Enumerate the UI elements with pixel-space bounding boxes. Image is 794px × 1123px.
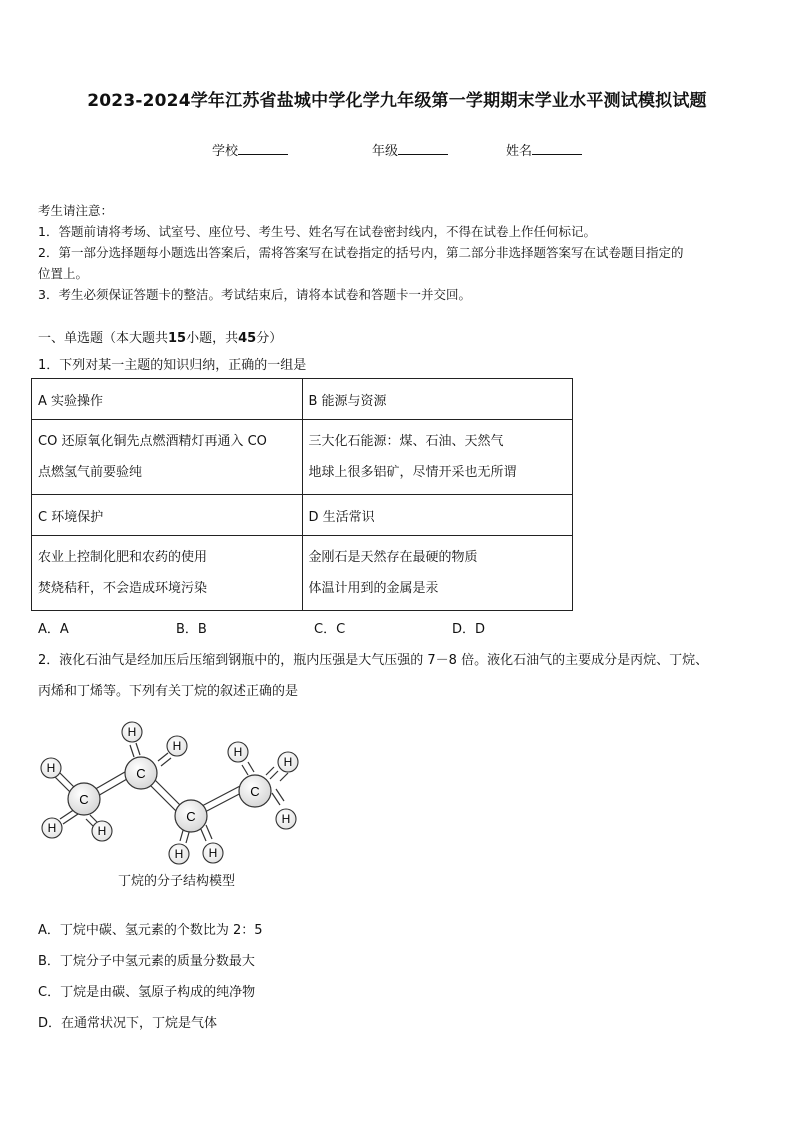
section-count: 15 (168, 331, 187, 346)
q2-option-c[interactable]: C．丁烷是由碳、氢原子构成的纯净物 (38, 985, 256, 1000)
cell-d-line-1: 金刚石是天然存在最硬的物质 (308, 550, 478, 565)
svg-text:H: H (97, 824, 107, 838)
grade-field[interactable] (372, 140, 448, 159)
cell-d-body (302, 536, 573, 611)
q1-option-b[interactable]: B．B (176, 622, 207, 637)
q1-option-d[interactable]: D．D (452, 622, 486, 637)
svg-text:H: H (233, 745, 243, 759)
butane-molecule-model (30, 715, 320, 870)
section-label: 一、单选题（本大题共 (38, 331, 169, 346)
note-item-3: 3．考生必须保证答题卡的整洁。考试结束后，请将本试卷和答题卡一并交回。 (38, 287, 471, 302)
hydrogen-atom (42, 818, 62, 838)
hydrogen-atom (167, 736, 187, 756)
section-end: 分） (256, 331, 283, 346)
school-label: 学校 (212, 144, 239, 159)
carbon-label: C (186, 809, 196, 824)
hydrogen-atom (122, 722, 142, 742)
grade-label: 年级 (372, 144, 399, 159)
svg-text:H: H (208, 846, 218, 860)
svg-text:H: H (283, 755, 293, 769)
q2-option-d[interactable]: D．在通常状况下，丁烷是气体 (38, 1016, 218, 1031)
cell-d-line-2: 体温计用到的金属是汞 (308, 581, 439, 596)
q2-stem-line-1: 2．液化石油气是经加压后压缩到钢瓶中的，瓶内压强是大气压强的 7－8 倍。液化石油气的主要成分是丙烷、丁烷、 (38, 653, 709, 668)
q1-option-c[interactable]: C．C (314, 622, 346, 637)
cell-b-body (302, 420, 573, 495)
page-title: 2023-2024学年江苏省盐城中学化学九年级第一学期期末学业水平测试模拟试题 (87, 91, 707, 111)
q1-knowledge-table (31, 378, 573, 611)
section-mid: 小题，共 (186, 331, 239, 346)
cell-a-body (32, 420, 303, 495)
hydrogen-atom (92, 821, 112, 841)
carbon-label: C (136, 766, 146, 781)
cell-b-head: B 能源与资源 (302, 379, 573, 420)
school-field[interactable] (212, 140, 288, 159)
q1-option-a[interactable]: A．A (38, 622, 69, 637)
carbon-label: C (250, 784, 260, 799)
carbon-label: C (79, 792, 89, 807)
q2-option-a[interactable]: A．丁烷中碳、氢元素的个数比为 2：5 (38, 923, 263, 938)
section-points: 45 (238, 331, 257, 346)
svg-text:H: H (172, 739, 182, 753)
cell-a-line-2: 点燃氢气前要验纯 (38, 465, 143, 480)
hydrogen-atom (278, 752, 298, 772)
cell-c-head: C 环境保护 (32, 495, 303, 536)
note-item-2: 2．第一部分选择题每小题选出答案后，需将答案写在试卷指定的括号内，第二部分非选择题答案写在试卷题目指定的 (38, 245, 684, 260)
cell-c-body (32, 536, 303, 611)
carbon-atom-3 (175, 800, 207, 832)
molecule-caption: 丁烷的分子结构模型 (118, 874, 236, 889)
carbon-atom-2 (125, 757, 157, 789)
notes-heading: 考生请注意： (38, 203, 114, 218)
cell-b-line-2: 地球上很多铝矿，尽情开采也无所谓 (308, 465, 517, 480)
hydrogen-atom (203, 843, 223, 863)
q2-stem-line-2: 丙烯和丁烯等。下列有关丁烷的叙述正确的是 (38, 684, 299, 699)
hydrogen-atom (41, 758, 61, 778)
svg-text:H: H (174, 847, 184, 861)
name-blank[interactable] (532, 142, 582, 155)
hydrogen-atom (228, 742, 248, 762)
name-field[interactable] (506, 140, 582, 159)
section-heading (38, 327, 282, 346)
grade-blank[interactable] (398, 142, 448, 155)
cell-a-line-1: CO 还原氧化铜先点燃酒精灯再通入 CO (38, 434, 267, 449)
note-item-1: 1．答题前请将考场、试室号、座位号、考生号、姓名写在试卷密封线内，不得在试卷上作任何标记。 (38, 224, 596, 239)
cell-b-line-1: 三大化石能源：煤、石油、天然气 (308, 434, 504, 449)
svg-text:H: H (47, 821, 57, 835)
hydrogen-atom (169, 844, 189, 864)
cell-a-head: A 实验操作 (32, 379, 303, 420)
note-item-2-cont: 位置上。 (38, 266, 89, 281)
cell-d-head: D 生活常识 (302, 495, 573, 536)
svg-text:H: H (127, 725, 137, 739)
carbon-atom-4 (239, 775, 271, 807)
hydrogen-atom (276, 809, 296, 829)
carbon-atom-1 (68, 783, 100, 815)
svg-text:H: H (46, 761, 56, 775)
cell-c-line-2: 焚烧秸秆，不会造成环境污染 (38, 581, 208, 596)
q2-option-b[interactable]: B．丁烷分子中氢元素的质量分数最大 (38, 954, 255, 969)
name-label: 姓名 (506, 144, 533, 159)
q1-stem: 1．下列对某一主题的知识归纳，正确的一组是 (38, 358, 307, 373)
svg-text:H: H (281, 812, 291, 826)
school-blank[interactable] (238, 142, 288, 155)
cell-c-line-1: 农业上控制化肥和农药的使用 (38, 550, 208, 565)
